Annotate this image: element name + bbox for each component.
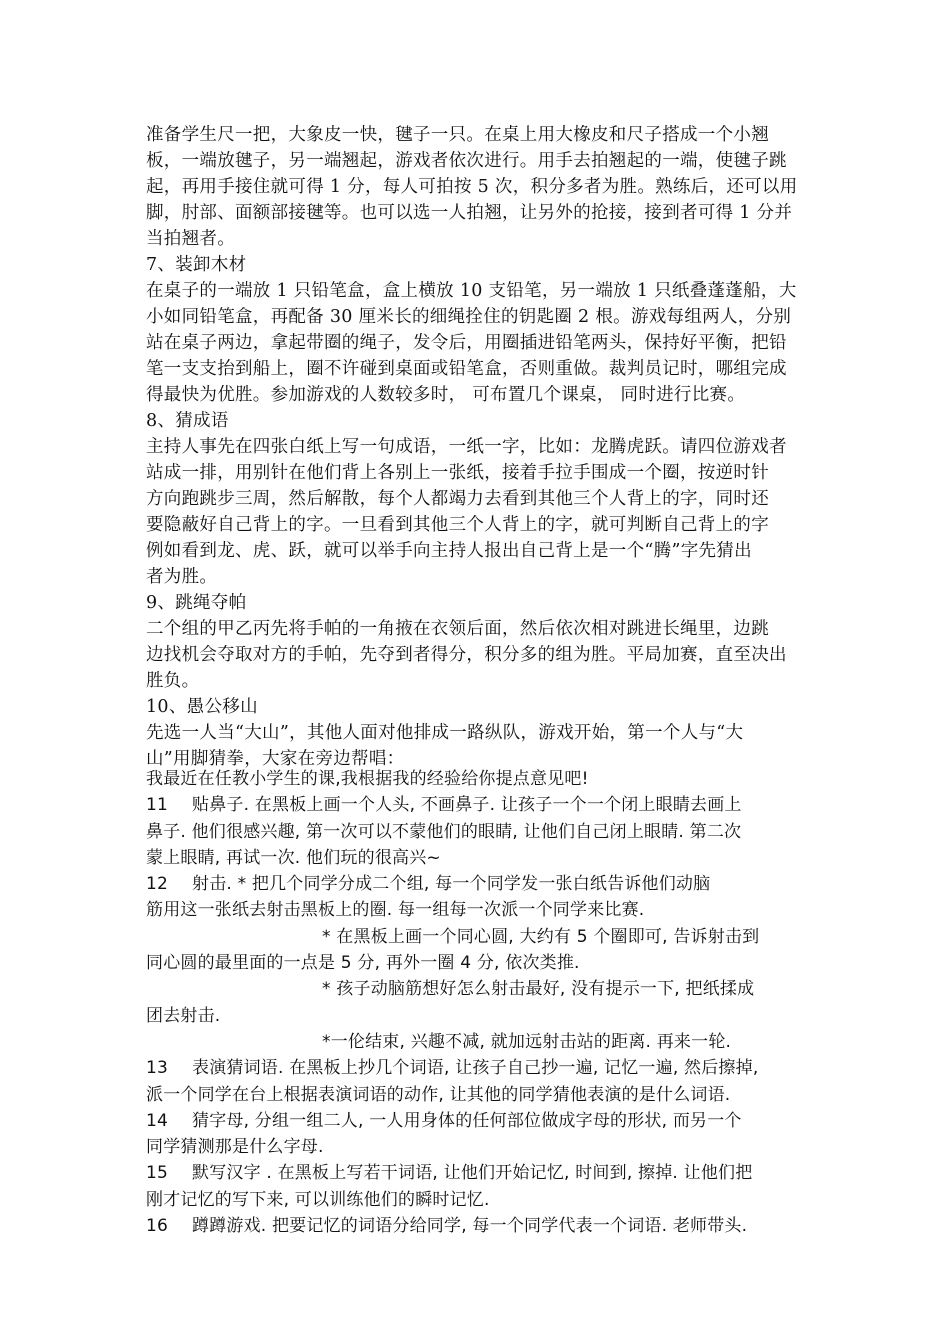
text-line: 8、猜成语 (146, 411, 229, 431)
item-text: 默写汉字 . 在黑板上写若干词语, 让他们开始记忆, 时间到, 擦掉. 让他们把 (192, 1163, 753, 1184)
continuation-line: 蒙上眼睛, 再试一次. 他们玩的很高兴~ (146, 847, 441, 868)
continuation-line: 同学猜测那是什么字母. (146, 1137, 324, 1158)
continuation-line: 鼻子. 他们很感兴趣, 第一次可以不蒙他们的眼睛, 让他们自己闭上眼睛. 第二次 (146, 821, 742, 842)
continuation-line: 派一个同学在台上根据表演词语的动作, 让其他的同学猜他表演的是什么词语. (146, 1084, 731, 1105)
numbered-item-line (146, 1108, 826, 1134)
continuation-line: 团去射击. (146, 1005, 221, 1026)
item-text: *一伦结束, 兴趣不减, 就加远射击站的距离. 再来一轮. (322, 1031, 732, 1052)
text-line: 例如看到龙、虎、跃，就可以举手向主持人报出自己背上是一个“腾”字先猜出 (146, 541, 752, 561)
text-line: 笔一支支抬到船上，圈不许碰到桌面或铅笔盒，否则重做。裁判员记时，哪组完成 (146, 359, 787, 379)
continuation-line: 同心圆的最里面的一点是 5 分, 再外一圈 4 分, 依次类推. (146, 953, 580, 974)
numbered-item-line (146, 1055, 826, 1081)
section-games-6-10 (146, 122, 816, 772)
item-text: * 孩子动脑筋想好怎么射击最好, 没有提示一下, 把纸揉成 (322, 979, 755, 1000)
indented-line (146, 1029, 826, 1055)
text-line: 在桌子的一端放 1 只铅笔盒，盒上横放 10 支铅笔，另一端放 1 只纸叠蓬蓬船，大 (146, 281, 797, 301)
item-number: 11 (146, 795, 169, 816)
numbered-item-line (146, 792, 826, 818)
item-number: 15 (146, 1163, 169, 1184)
text-line: 小如同铅笔盒，再配备 30 厘米长的细绳拴住的钥匙圈 2 根。游戏每组两人，分别 (146, 307, 792, 327)
item-text: * 在黑板上画一个同心圆, 大约有 5 个圈即可, 告诉射击到 (322, 926, 760, 947)
text-line: 主持人事先在四张白纸上写一句成语，一纸一字，比如：龙腾虎跃。请四位游戏者 (146, 437, 787, 457)
item-text: 猜字母, 分组一组二人, 一人用身体的任何部位做成字母的形状, 而另一个 (192, 1110, 742, 1131)
numbered-item-line (146, 871, 826, 897)
text-line: 得最快为优胜。参加游戏的人数较多时， 可布置几个课桌， 同时进行比赛。 (146, 385, 746, 405)
intro-line: 我最近在任教小学生的课,我根据我的经验给你提点意见吧! (146, 769, 589, 789)
item-number: 16 (146, 1216, 169, 1237)
continuation-line: 刚才记忆的写下来, 可以训练他们的瞬时记忆. (146, 1189, 490, 1210)
text-line: 站在桌子两边，拿起带圈的绳子，发令后，用圈插进铅笔两头，保持好平衡，把铅 (146, 333, 787, 353)
text-line: 胜负。 (146, 671, 200, 691)
item-text: 射击. * 把几个同学分成二个组, 每一个同学发一张白纸告诉他们动脑 (192, 874, 711, 895)
item-text: 表演猜词语. 在黑板上抄几个词语, 让孩子自己抄一遍, 记忆一遍, 然后擦掉, (192, 1058, 759, 1079)
section-games-11-16 (146, 766, 826, 1239)
text-line: 脚，肘部、面额部接毽等。也可以选一人拍翘，让另外的抢接，接到者可得 1 分并 (146, 203, 793, 223)
numbered-item-line (146, 1160, 826, 1186)
item-text: 蹲蹲游戏. 把要记忆的词语分给同学, 每一个同学代表一个词语. 老师带头. (192, 1216, 748, 1237)
item-number: 14 (146, 1110, 169, 1131)
text-line: 10、愚公移山 (146, 697, 258, 717)
text-line: 9、跳绳夺帕 (146, 593, 247, 613)
text-line: 准备学生尺一把，大象皮一快，毽子一只。在桌上用大橡皮和尺子搭成一个小翘 (146, 125, 769, 145)
continuation-line: 筋用这一张纸去射击黑板上的圈. 每一组每一次派一个同学来比赛. (146, 900, 645, 921)
text-line: 二个组的甲乙丙先将手帕的一角掖在衣领后面，然后依次相对跳进长绳里，边跳 (146, 619, 769, 639)
item-number: 13 (146, 1058, 169, 1079)
text-line: 先选一人当“大山”，其他人面对他排成一路纵队，游戏开始，第一个人与“大 (146, 723, 744, 743)
text-line: 要隐蔽好自己背上的字。一旦看到其他三个人背上的字，就可判断自己背上的字 (146, 515, 769, 535)
text-line: 起，再用手接住就可得 1 分，每人可拍按 5 次，积分多者为胜。熟练后，还可以用 (146, 177, 798, 197)
text-line: 者为胜。 (146, 567, 218, 587)
text-line: 当拍翘者。 (146, 229, 235, 249)
indented-line (146, 976, 826, 1002)
text-line: 板，一端放毽子，另一端翘起，游戏者依次进行。用手去拍翘起的一端，使毽子跳 (146, 151, 787, 171)
numbered-item-line (146, 1213, 826, 1239)
item-number: 12 (146, 874, 169, 895)
text-line: 山”用脚猜拳，大家在旁边帮唱： (146, 749, 405, 769)
text-line: 方向跑跳步三周，然后解散，每个人都竭力去看到其他三个人背上的字，同时还 (146, 489, 769, 509)
item-text: 贴鼻子. 在黑板上画一个人头, 不画鼻子. 让孩子一个一个闭上眼睛去画上 (192, 795, 742, 816)
indented-line (146, 924, 826, 950)
text-line: 7、装卸木材 (146, 255, 247, 275)
text-line: 边找机会夺取对方的手帕，先夺到者得分，积分多的组为胜。平局加赛，直至决出 (146, 645, 787, 665)
text-line: 站成一排，用别针在他们背上各别上一张纸，接着手拉手围成一个圈，按逆时针 (146, 463, 769, 483)
